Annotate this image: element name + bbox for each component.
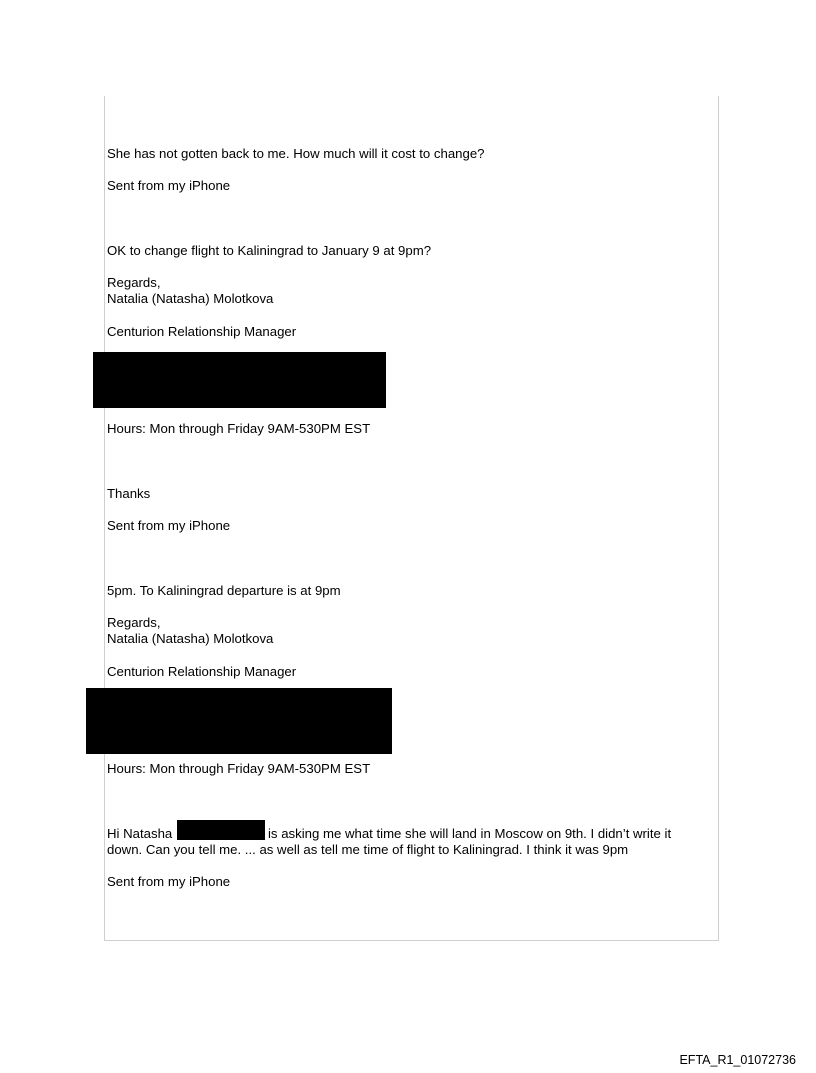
message-signature: Sent from my iPhone [107, 874, 231, 889]
message-body: She has not gotten back to me. How much will it cost to change? [107, 146, 485, 161]
message-body: 5pm. To Kaliningrad departure is at 9pm [107, 583, 341, 598]
regards-text: Regards, [107, 275, 161, 290]
message-body: Thanks [107, 486, 151, 501]
office-hours: Hours: Mon through Friday 9AM-530PM EST [107, 421, 371, 436]
redaction-block [177, 820, 265, 840]
message-greeting: Hi Natasha [107, 826, 173, 841]
sender-name: Natalia (Natasha) Molotkova [107, 291, 274, 306]
message-signature: Sent from my iPhone [107, 518, 231, 533]
sender-title: Centurion Relationship Manager [107, 324, 297, 339]
regards-text: Regards, [107, 615, 161, 630]
sender-title: Centurion Relationship Manager [107, 664, 297, 679]
office-hours: Hours: Mon through Friday 9AM-530PM EST [107, 761, 371, 776]
message-body-line: down. Can you tell me. ... as well as tell me time of flight to Kaliningrad. I think it was 9pm [107, 842, 629, 857]
sender-name: Natalia (Natasha) Molotkova [107, 631, 274, 646]
message-body-line: is asking me what time she will land in Moscow on 9th. I didn’t write it [268, 826, 672, 841]
message-signature: Sent from my iPhone [107, 178, 231, 193]
message-body: OK to change flight to Kaliningrad to January 9 at 9pm? [107, 243, 432, 258]
redaction-block [86, 688, 392, 754]
redaction-block [93, 352, 386, 408]
document-id: EFTA_R1_01072736 [679, 1053, 796, 1067]
